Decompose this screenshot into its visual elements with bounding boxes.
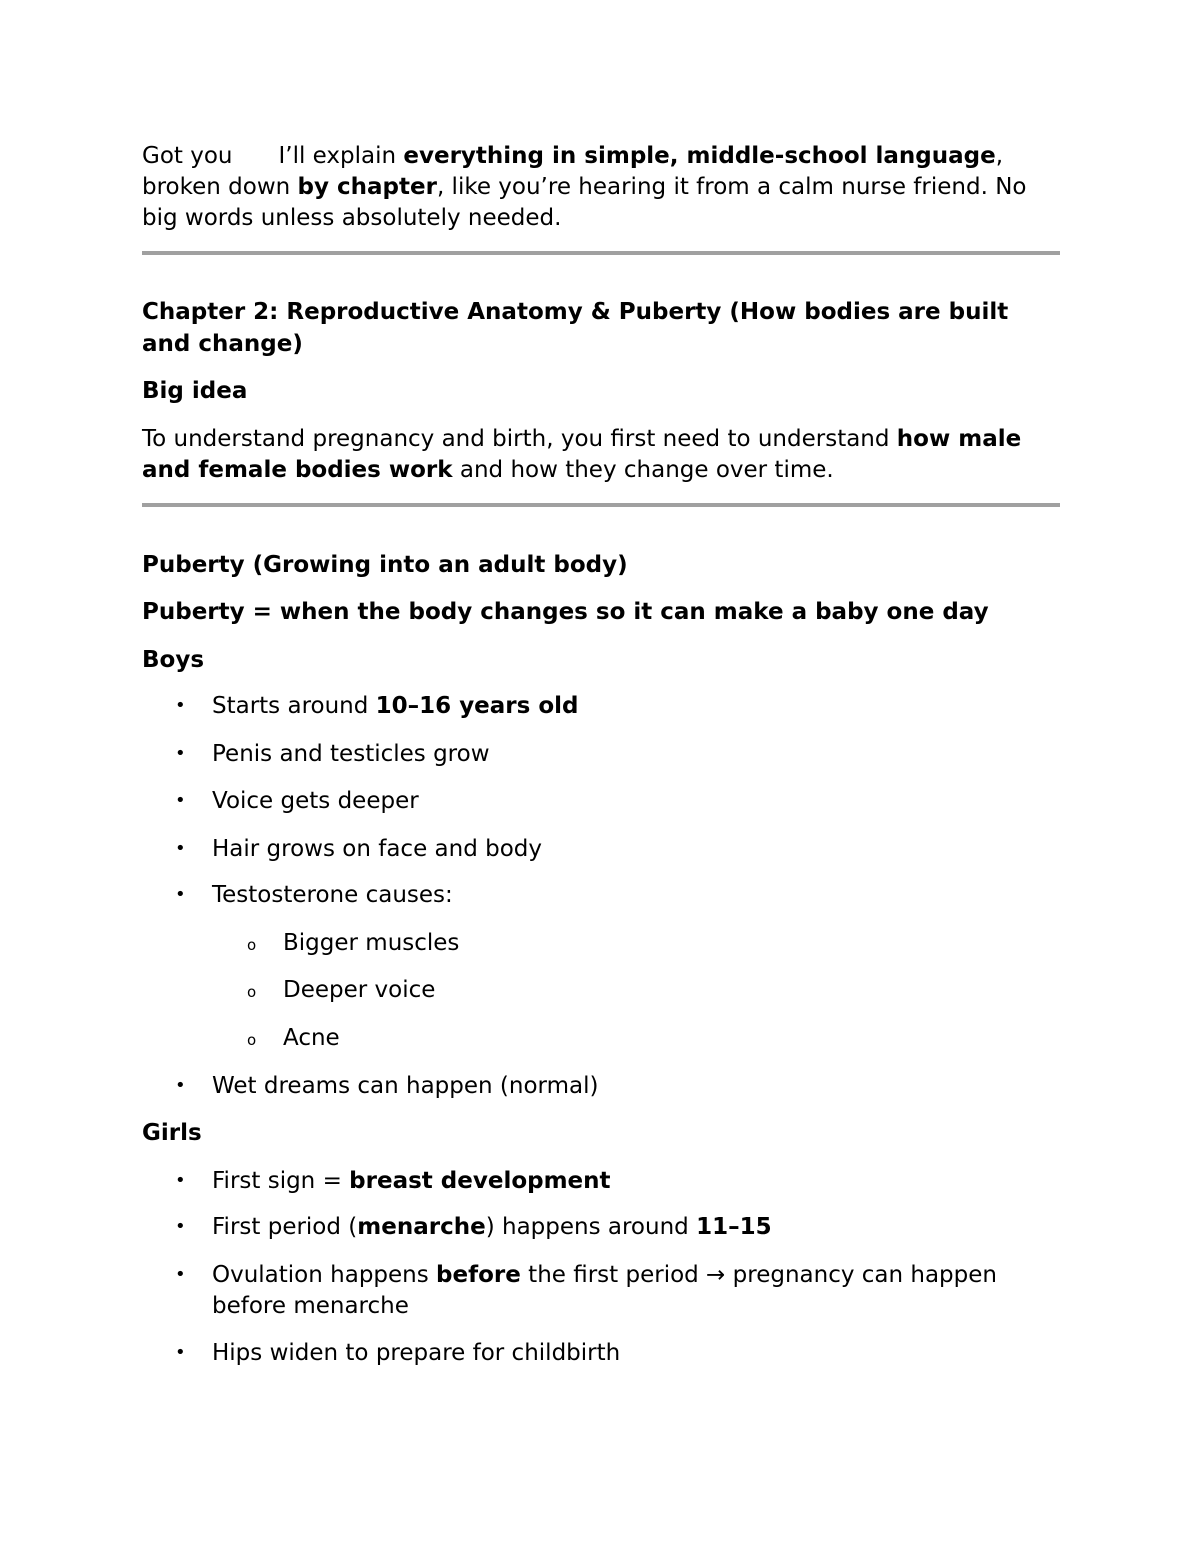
big-idea-bold-text: how male <box>896 426 1022 452</box>
girls-heading: Girls <box>142 1120 202 1146</box>
bullet-icon: • <box>175 838 186 859</box>
list-item-text: First sign = <box>212 1168 350 1194</box>
chapter-title-line-1: Chapter 2: Reproductive Anatomy & Puberty (How bodies are built <box>142 299 1009 325</box>
bullet-icon: • <box>175 884 186 905</box>
hollow-bullet-icon: o <box>247 936 257 954</box>
big-idea-line-1 <box>142 424 1021 454</box>
bullet-icon: • <box>175 695 186 716</box>
intro-line-2 <box>142 172 1026 202</box>
sub-list-item-text: Acne <box>283 1025 340 1051</box>
list-item-text: Wet dreams can happen (normal) <box>212 1073 599 1099</box>
puberty-heading: Puberty (Growing into an adult body) <box>142 552 628 578</box>
list-item-text: ) happens around <box>485 1214 697 1240</box>
intro-text: broken down <box>142 174 298 200</box>
list-item-text: Hair grows on face and body <box>212 836 542 862</box>
list-item-bold-text: breast development <box>349 1168 611 1194</box>
intro-bold-text: everything in simple, middle-school language <box>403 143 996 169</box>
list-item-text: before menarche <box>212 1293 409 1319</box>
big-idea-line-2 <box>142 455 834 485</box>
list-item-text: Testosterone causes: <box>212 882 453 908</box>
intro-bold-text: by chapter <box>297 174 437 200</box>
intro-text: big words unless absolutely needed. <box>142 205 562 231</box>
intro-line-1 <box>142 141 1003 171</box>
big-idea-text: To understand pregnancy and birth, you first need to understand <box>142 426 897 452</box>
list-item-text: Hips widen to prepare for childbirth <box>212 1340 621 1366</box>
intro-text: Got you <box>142 143 233 169</box>
intro-text: , <box>995 143 1004 169</box>
bullet-icon: • <box>175 1075 186 1096</box>
bullet-icon: • <box>175 1264 186 1285</box>
list-item-text: Starts around <box>212 693 376 719</box>
list-item-bold-text: 10–16 years old <box>375 693 579 719</box>
intro-text: I’ll explain <box>278 143 404 169</box>
list-item-text: Ovulation happens <box>212 1262 437 1288</box>
bullet-icon: • <box>175 1170 186 1191</box>
list-item-text: the first period → pregnancy can happen <box>520 1262 997 1288</box>
intro-text: , like you’re hearing it from a calm nurse friend. No <box>436 174 1027 200</box>
bullet-icon: • <box>175 790 186 811</box>
chapter-title-line-2: and change) <box>142 331 303 357</box>
big-idea-bold-text: and female bodies work <box>142 457 453 483</box>
sub-list-item-text: Bigger muscles <box>283 930 460 956</box>
horizontal-divider <box>142 503 1060 507</box>
list-item-bold-text: 11–15 <box>696 1214 772 1240</box>
bullet-icon: • <box>175 1216 186 1237</box>
bullet-icon: • <box>175 743 186 764</box>
big-idea-heading: Big idea <box>142 378 248 404</box>
sub-list-item-text: Deeper voice <box>283 977 436 1003</box>
puberty-definition: Puberty = when the body changes so it can make a baby one day <box>142 599 989 625</box>
intro-line-3 <box>142 203 561 233</box>
boys-heading: Boys <box>142 647 205 673</box>
list-item-text: Penis and testicles grow <box>212 741 490 767</box>
bullet-icon: • <box>175 1342 186 1363</box>
hollow-bullet-icon: o <box>247 1031 257 1049</box>
big-idea-text: and how they change over time. <box>452 457 834 483</box>
list-item-bold-text: menarche <box>357 1214 486 1240</box>
hollow-bullet-icon: o <box>247 983 257 1001</box>
list-item-text: First period ( <box>212 1214 358 1240</box>
list-item-bold-text: before <box>436 1262 521 1288</box>
horizontal-divider <box>142 251 1060 255</box>
list-item-text: Voice gets deeper <box>212 788 419 814</box>
